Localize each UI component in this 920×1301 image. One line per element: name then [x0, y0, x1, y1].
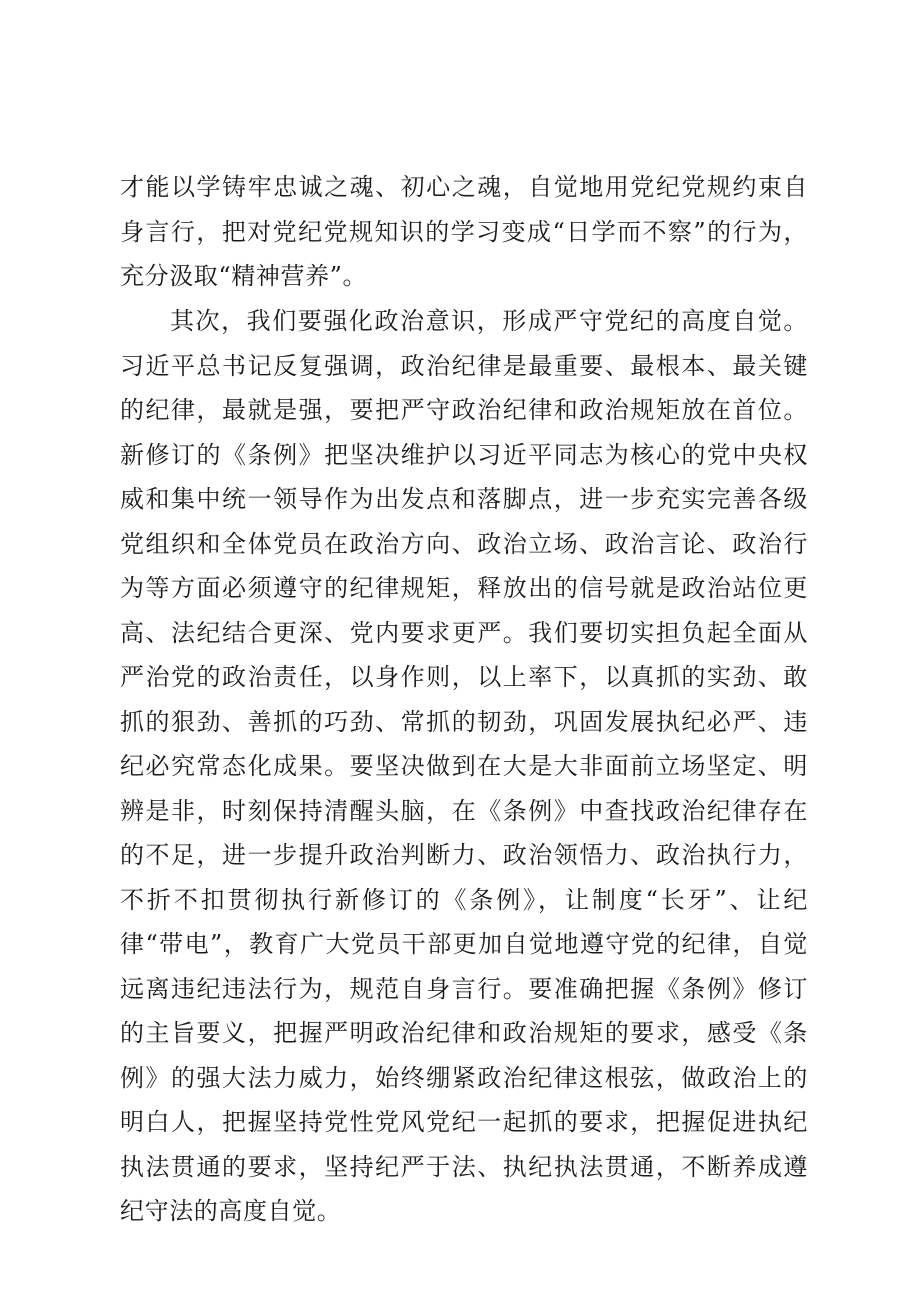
- paragraph-political-discipline: 其次，我们要强化政治意识，形成严守党纪的高度自觉。习近平总书记反复强调，政治纪律是最重要、最根本、最关键的纪律，最就是强，要把严守政治纪律和政治规矩放在首位。新修订的《条例》把坚决维护以习近平同志为核心的党中央权威和集中统一领导作为出发点和落脚点，进一步充实完善各级党组织和全体党员在政治方向、政治立场、政治言论、政治行为等方面必须遵守的纪律规矩，释放出的信号就是政治站位更高、法纪结合更深、党内要求更严。我们要切实担负起全面从严治党的政治责任，以身作则，以上率下，以真抓的实劲、敢抓的狠劲、善抓的巧劲、常抓的韧劲，巩固发展执纪必严、违纪必究常态化成果。要坚决做到在大是大非面前立场坚定、明辨是非，时刻保持清醒头脑，在《条例》中查找政治纪律存在的不足，进一步提升政治判断力、政治领悟力、政治执行力，不折不扣贯彻执行新修订的《条例》，让制度“长牙”、让纪律“带电”，教育广大党员干部更加自觉地遵守党的纪律，自觉远离违纪违法行为，规范自身言行。要准确把握《条例》修订的主旨要义，把握严明政治纪律和政治规矩的要求，感受《条例》的强大法力威力，始终绷紧政治纪律这根弦，做政治上的明白人，把握坚持党性党风党纪一起抓的要求，把握促进执纪执法贯通的要求，坚持纪严于法、执纪执法贯通，不断养成遵纪守法的高度自觉。: [120, 307, 808, 1225]
- paragraph-continued: 才能以学铸牢忠诚之魂、初心之魂，自觉地用党纪党规约束自身言行，把对党纪党规知识的学习变成“日学而不察”的行为，充分汲取“精神营养”。: [120, 173, 808, 290]
